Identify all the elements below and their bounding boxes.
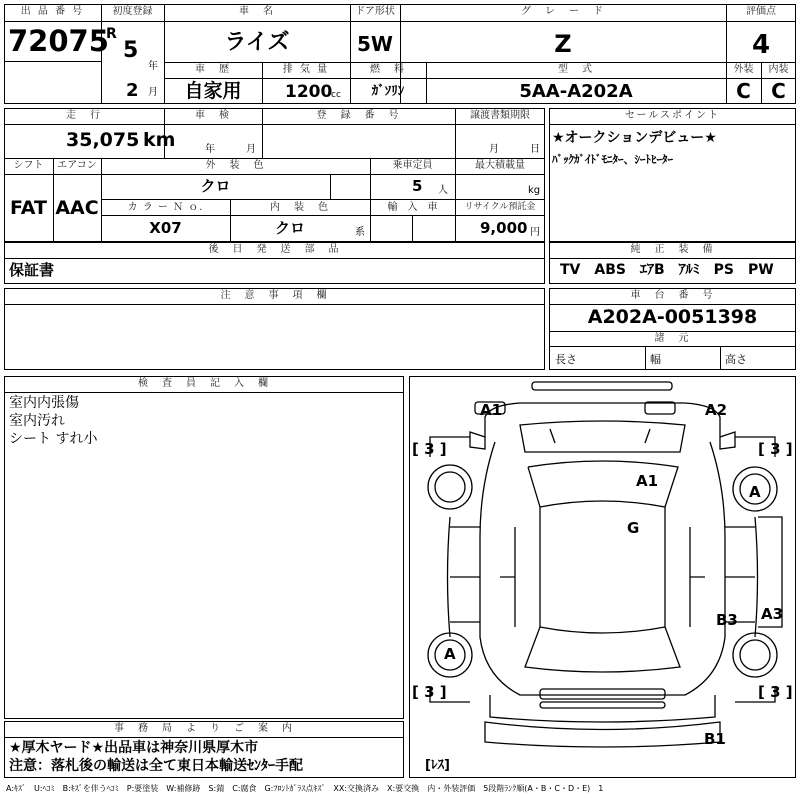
inspector-line-2: 室内汚れ: [9, 413, 65, 429]
spare-tire-label: [ﾚｽ]: [425, 758, 450, 773]
recycle-value: 9,000: [480, 219, 528, 237]
notes-label: 注 意 事 項 欄: [220, 290, 329, 301]
transfer-day-unit: 日: [530, 144, 540, 155]
color-no-value: X07: [149, 219, 182, 237]
grade-value: Z: [554, 30, 572, 58]
length-label: 長さ: [555, 353, 577, 366]
damage-mark-front-left: A1: [480, 401, 503, 419]
recycle-label: リサイクル預託金: [464, 202, 536, 212]
fuel-value: ｶﾞｿﾘﾝ: [371, 84, 405, 99]
tire-label-rear-right: [ 3 ]: [758, 683, 793, 701]
ext-color-value: クロ: [200, 177, 231, 195]
era: R: [106, 26, 117, 42]
genuine-equipment-label: 純 正 装 備: [630, 244, 715, 255]
inspector-label: 検 査 員 記 入 欄: [138, 378, 270, 389]
reg-year: 5: [123, 38, 139, 63]
capacity-value: 5: [412, 177, 423, 195]
office-notice-label: 事 務 局 よ り ご 案 内: [114, 723, 294, 734]
int-color-unit: 系: [355, 227, 365, 238]
tire-label-rear-left: [ 3 ]: [412, 683, 447, 701]
color-no-label: カ ラ ー Ｎ ｏ.: [127, 202, 204, 213]
tire-label-front-left: [ 3 ]: [412, 440, 447, 458]
lot-number: 72075: [8, 24, 109, 58]
displacement-value: 1200: [285, 82, 333, 102]
interior-value: C: [771, 79, 786, 103]
inspector-line-3: シート すれ小: [9, 431, 98, 447]
load-unit: kg: [528, 185, 541, 196]
damage-mark-glass: G: [627, 519, 640, 537]
score-value: 4: [751, 30, 771, 60]
ac-value: AAC: [55, 197, 99, 219]
first-reg-label: 初度登録: [112, 6, 153, 17]
damage-mark-front-right-wheel: A: [749, 483, 761, 501]
displacement-unit: cc: [331, 90, 341, 100]
reg-month: 2: [126, 80, 139, 101]
damage-mark-windshield: A1: [636, 472, 659, 490]
sales-point-label: セールスポイント: [624, 110, 721, 121]
insp-year-unit: 年: [205, 144, 215, 155]
shift-value: FAT: [10, 197, 47, 219]
chassis-value: A202A-0051398: [587, 306, 758, 328]
int-color-value: クロ: [274, 219, 305, 237]
ext-color-label: 外 装 色: [205, 160, 266, 171]
exterior-value: C: [736, 79, 751, 103]
height-label: 高さ: [725, 353, 747, 366]
car-name: ライズ: [224, 30, 290, 55]
year-unit: 年: [148, 61, 158, 72]
damage-mark-rear-right-door: B3: [716, 611, 738, 629]
capacity-unit: 人: [438, 185, 448, 196]
mileage-label: 走 行: [66, 110, 102, 121]
interior-label: 内装: [768, 64, 789, 75]
damage-diagram: [409, 376, 796, 778]
registration-label: 登 録 番 号: [316, 110, 401, 121]
sales-point-line-2: ﾊﾞｯｸｶﾞｲﾄﾞﾓﾆﾀｰ、ｼｰﾄﾋｰﾀｰ: [552, 153, 673, 166]
displacement-label: 排 気 量: [282, 64, 330, 75]
mileage-unit: km: [143, 129, 176, 151]
sales-point-section: [549, 108, 796, 242]
grade-label: グ レ ー ド: [521, 6, 605, 17]
model-value: 5AA-A202A: [519, 81, 633, 102]
dims-label: 諸 元: [654, 333, 691, 344]
chassis-label: 車 台 番 号: [630, 290, 715, 301]
sales-point-line-1: ★オークションデビュー★: [552, 130, 717, 146]
office-notice-line-2: 注意：落札後の輸送は全て東日本輸送ｾﾝﾀｰ手配: [9, 758, 303, 774]
damage-mark-rear-left-wheel: A: [444, 645, 456, 663]
car-name-label: 車 名: [239, 6, 275, 17]
genuine-equipment-value: TV ABS ｴｱB ｱﾙﾐ PS PW: [560, 262, 774, 278]
mileage-value: 35,075: [66, 129, 140, 151]
capacity-label: 乗車定員: [392, 160, 433, 171]
inspector-line-1: 室内内張傷: [9, 395, 79, 411]
later-parts-label: 後 日 発 送 部 品: [208, 244, 341, 255]
score-label: 評価点: [746, 6, 776, 17]
fuel-label: 燃 料: [370, 64, 406, 75]
exterior-label: 外装: [733, 64, 754, 75]
ac-label: エアコン: [57, 160, 97, 171]
office-notice-line-1: ★厚木ヤード★出品車は神奈川県厚木市: [9, 740, 259, 756]
recycle-unit: 円: [530, 227, 540, 238]
month-unit: 月: [148, 87, 158, 98]
legend-text: A:ｷｽﾞ U:ﾍｺﾐ B:ｷｽﾞを伴うﾍｺﾐ P:要塗装 W:補修跡 S:錆 C:腐食 G:ﾌﾛﾝﾄｶﾞﾗｽ点ｷｽﾞ XX:交換済み X:要交換 内・外装評価 5段階ﾗﾝｸ順(A・B・C・D・E) 1: [6, 784, 604, 793]
import-label: 輸 入 車: [387, 202, 438, 213]
load-label: 最大積載量: [475, 160, 525, 171]
tire-label-front-right: [ 3 ]: [758, 440, 793, 458]
shift-label: シフト: [13, 160, 44, 171]
door-value: 5W: [357, 32, 393, 56]
later-parts-value: 保証書: [9, 261, 55, 279]
model-label: 型 式: [558, 64, 594, 75]
door-label: ドア形状: [355, 6, 395, 17]
int-color-label: 内 装 色: [270, 202, 330, 213]
transfer-label: 譲渡書類期限: [470, 110, 530, 121]
insp-month-unit: 月: [246, 144, 256, 155]
transfer-month-unit: 月: [489, 144, 499, 155]
history-label: 車 歴: [195, 64, 231, 75]
width-label: 幅: [650, 353, 661, 366]
lot-label: 出 品 番 号: [20, 6, 85, 17]
history-value: 自家用: [184, 80, 242, 102]
damage-mark-front-right: A2: [705, 401, 728, 419]
damage-mark-rear-right-fender: A3: [761, 605, 784, 623]
damage-mark-rear-bumper: B1: [704, 730, 726, 748]
inspection-label: 車 検: [195, 110, 231, 121]
car-outline-diagram: [410, 377, 795, 777]
